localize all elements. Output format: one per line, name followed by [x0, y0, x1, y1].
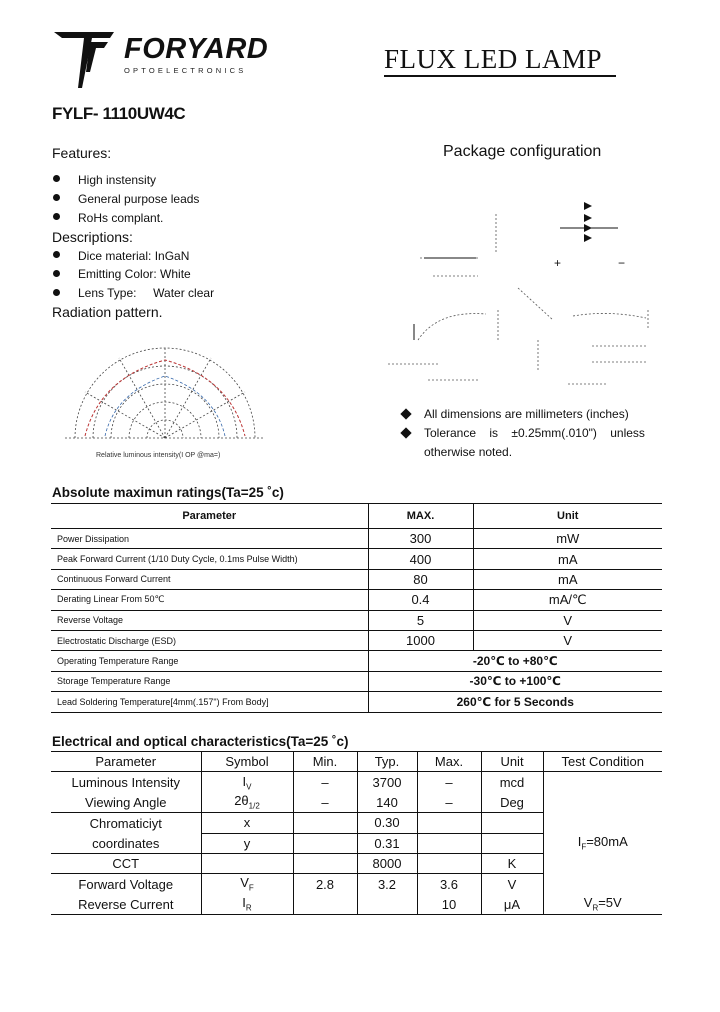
table-header-row — [51, 504, 662, 529]
min-cell — [293, 894, 357, 914]
polarity-minus: − — [618, 256, 626, 270]
header-unit: Unit — [481, 752, 543, 772]
test-vr-subscript: R — [592, 903, 599, 913]
title-underline — [384, 75, 616, 77]
symbol-subscript: 1/2 — [248, 802, 260, 812]
range-cell: 260℃ for 5 Seconds — [456, 694, 574, 709]
test-condition-cell — [543, 772, 662, 792]
document-title: FLUX LED LAMP — [384, 44, 603, 74]
param-cell: Storage Temperature Range — [51, 671, 368, 691]
max-cell: 3.6 — [417, 874, 481, 894]
table-row — [51, 874, 662, 894]
radiation-pattern-diagram — [55, 338, 275, 448]
abs-ratings-title: Absolute maximun ratings(Ta=25 ˚c) — [52, 485, 284, 500]
param-cell: Luminous Intensity — [51, 772, 201, 792]
test-if-value: =80mA — [586, 834, 628, 850]
range-cell: -30℃ to +100℃ — [469, 674, 561, 689]
table-row — [51, 671, 662, 691]
header-symbol: Symbol — [201, 752, 293, 772]
symbol-text: I — [242, 773, 247, 789]
electrical-title: Electrical and optical characteristics(Ta=25 ˚c) — [52, 734, 349, 749]
header-max: MAX. — [368, 504, 473, 529]
unit-cell: V — [481, 874, 543, 894]
unit-cell: mA — [558, 551, 578, 567]
header-parameter: Parameter — [51, 504, 368, 529]
param-cell: Chromaticiyt — [51, 813, 201, 833]
package-drawing — [378, 190, 660, 395]
note-dimensions: All dimensions are millimeters (inches) — [424, 407, 629, 421]
symbol-subscript: F — [248, 884, 254, 894]
typ-cell: 3.2 — [357, 874, 417, 894]
max-cell: 80 — [368, 569, 473, 589]
features-title: Features: — [52, 145, 112, 161]
typ-cell: 140 — [357, 792, 417, 812]
table-row — [51, 651, 662, 671]
table-header-row — [51, 752, 662, 772]
diamond-bullet-icon — [400, 408, 411, 419]
electrical-characteristics-table — [51, 751, 662, 915]
unit-cell — [481, 833, 543, 853]
max-cell: 300 — [368, 529, 473, 549]
absolute-ratings-table — [51, 503, 662, 713]
test-condition-cell — [543, 792, 662, 812]
max-cell: – — [417, 792, 481, 812]
list-item: General purpose leads — [78, 192, 200, 206]
typ-cell: 0.31 — [357, 833, 417, 853]
symbol-cell — [201, 853, 293, 873]
param-cell: coordinates — [51, 833, 201, 853]
symbol-cell: y — [201, 833, 293, 853]
list-item: Emitting Color: White — [78, 267, 191, 281]
header-typ: Typ. — [357, 752, 417, 772]
table-row — [51, 590, 662, 610]
symbol-text: I — [242, 895, 246, 911]
table-row — [51, 610, 662, 630]
typ-cell: 3700 — [357, 772, 417, 792]
list-item: High instensity — [78, 173, 157, 187]
bullet-icon — [53, 194, 60, 201]
param-cell: Reverse Voltage — [51, 610, 368, 630]
radiation-title: Radiation pattern. — [52, 304, 163, 320]
symbol-text: V — [240, 875, 249, 891]
min-cell — [293, 853, 357, 873]
header-parameter: Parameter — [51, 752, 201, 772]
max-cell: 400 — [368, 549, 473, 569]
foryard-logo-mark-icon — [52, 28, 122, 90]
table-row — [51, 894, 662, 914]
max-cell: 1000 — [368, 630, 473, 650]
list-item: Dice material: InGaN — [78, 249, 190, 263]
unit-cell: μA — [481, 894, 543, 914]
bullet-icon — [53, 289, 60, 296]
param-cell: Viewing Angle — [51, 792, 201, 812]
test-if-text: I — [577, 834, 582, 850]
header-test-condition: Test Condition — [561, 754, 644, 770]
test-condition-cell — [543, 874, 662, 894]
min-cell — [293, 813, 357, 833]
table-row — [51, 813, 662, 833]
symbol-text: 2θ — [234, 793, 249, 809]
symbol-cell — [201, 792, 293, 812]
unit-cell: mA/℃ — [548, 591, 587, 607]
min-cell — [293, 833, 357, 853]
header-unit: Unit — [557, 510, 579, 522]
param-cell: Lead Soldering Temperature[4mm(.157") From Body] — [51, 692, 368, 712]
symbol-cell — [201, 894, 293, 914]
min-cell: – — [293, 792, 357, 812]
bullet-icon — [53, 175, 60, 182]
table-row — [51, 630, 662, 650]
test-vr-text: V — [583, 895, 593, 911]
typ-cell: 0.30 — [357, 813, 417, 833]
bullet-icon — [53, 270, 60, 277]
brand-name: FORYARD — [124, 33, 269, 65]
max-cell: 10 — [417, 894, 481, 914]
unit-cell: Deg — [481, 792, 543, 812]
typ-cell — [357, 894, 417, 914]
table-row — [51, 772, 662, 792]
max-cell — [417, 853, 481, 873]
test-if-subscript: F — [581, 843, 587, 853]
symbol-subscript: V — [246, 782, 252, 792]
table-row — [51, 692, 662, 712]
descriptions-title: Descriptions: — [52, 229, 133, 245]
brand-subtitle: OPTOELECTRONICS — [124, 66, 247, 75]
test-condition-vr-cell — [543, 894, 662, 914]
param-cell: Continuous Forward Current — [51, 569, 368, 589]
note-tolerance: Tolerance is ±0.25mm(.010") unless — [424, 426, 645, 440]
test-condition-if-cell — [543, 813, 662, 874]
table-row — [51, 549, 662, 569]
max-cell — [417, 813, 481, 833]
max-cell: 0.4 — [368, 590, 473, 610]
note-tolerance-cont: otherwise noted. — [424, 445, 513, 459]
max-cell: 5 — [368, 610, 473, 630]
max-cell: – — [417, 772, 481, 792]
test-vr-value: =5V — [598, 895, 622, 911]
typ-cell: 8000 — [357, 853, 417, 873]
part-number: FYLF- 1110UW4C — [52, 104, 186, 123]
unit-cell: K — [481, 853, 543, 873]
param-cell: Peak Forward Current (1/10 Duty Cycle, 0.1ms Pulse Width) — [51, 549, 368, 569]
symbol-cell — [201, 874, 293, 894]
table-row — [51, 529, 662, 549]
param-cell: Derating Linear From 50℃ — [51, 590, 368, 610]
bullet-icon — [53, 213, 60, 220]
bullet-icon — [53, 251, 60, 258]
table-row — [51, 792, 662, 812]
symbol-subscript: R — [245, 903, 252, 913]
param-cell: CCT — [51, 853, 201, 873]
param-cell: Operating Temperature Range — [51, 651, 368, 671]
unit-cell: mW — [556, 531, 580, 547]
param-cell: Electrostatic Discharge (ESD) — [51, 630, 368, 650]
symbol-cell — [201, 772, 293, 792]
list-item: Lens Type: Water clear — [78, 286, 215, 300]
diamond-bullet-icon — [400, 427, 411, 438]
package-title: Package configuration — [443, 143, 602, 160]
header-min: Min. — [293, 752, 357, 772]
unit-cell: mcd — [481, 772, 543, 792]
unit-cell — [481, 813, 543, 833]
polarity-plus: + — [554, 256, 562, 270]
radiation-caption: Relative luminous intensity(I OP @ma=) — [96, 452, 221, 459]
max-cell — [417, 833, 481, 853]
unit-cell: V — [563, 612, 573, 628]
header-max: Max. — [417, 752, 481, 772]
symbol-cell: x — [201, 813, 293, 833]
unit-cell: V — [563, 633, 573, 649]
table-row — [51, 569, 662, 589]
list-item: RoHs complant. — [78, 211, 164, 225]
param-cell: Power Dissipation — [51, 529, 368, 549]
min-cell: 2.8 — [293, 874, 357, 894]
unit-cell: mA — [558, 571, 578, 587]
min-cell: – — [293, 772, 357, 792]
range-cell: -20℃ to +80℃ — [472, 654, 558, 669]
param-cell: Reverse Current — [51, 894, 201, 914]
param-cell: Forward Voltage — [51, 874, 201, 894]
foryard-logo — [52, 28, 282, 90]
